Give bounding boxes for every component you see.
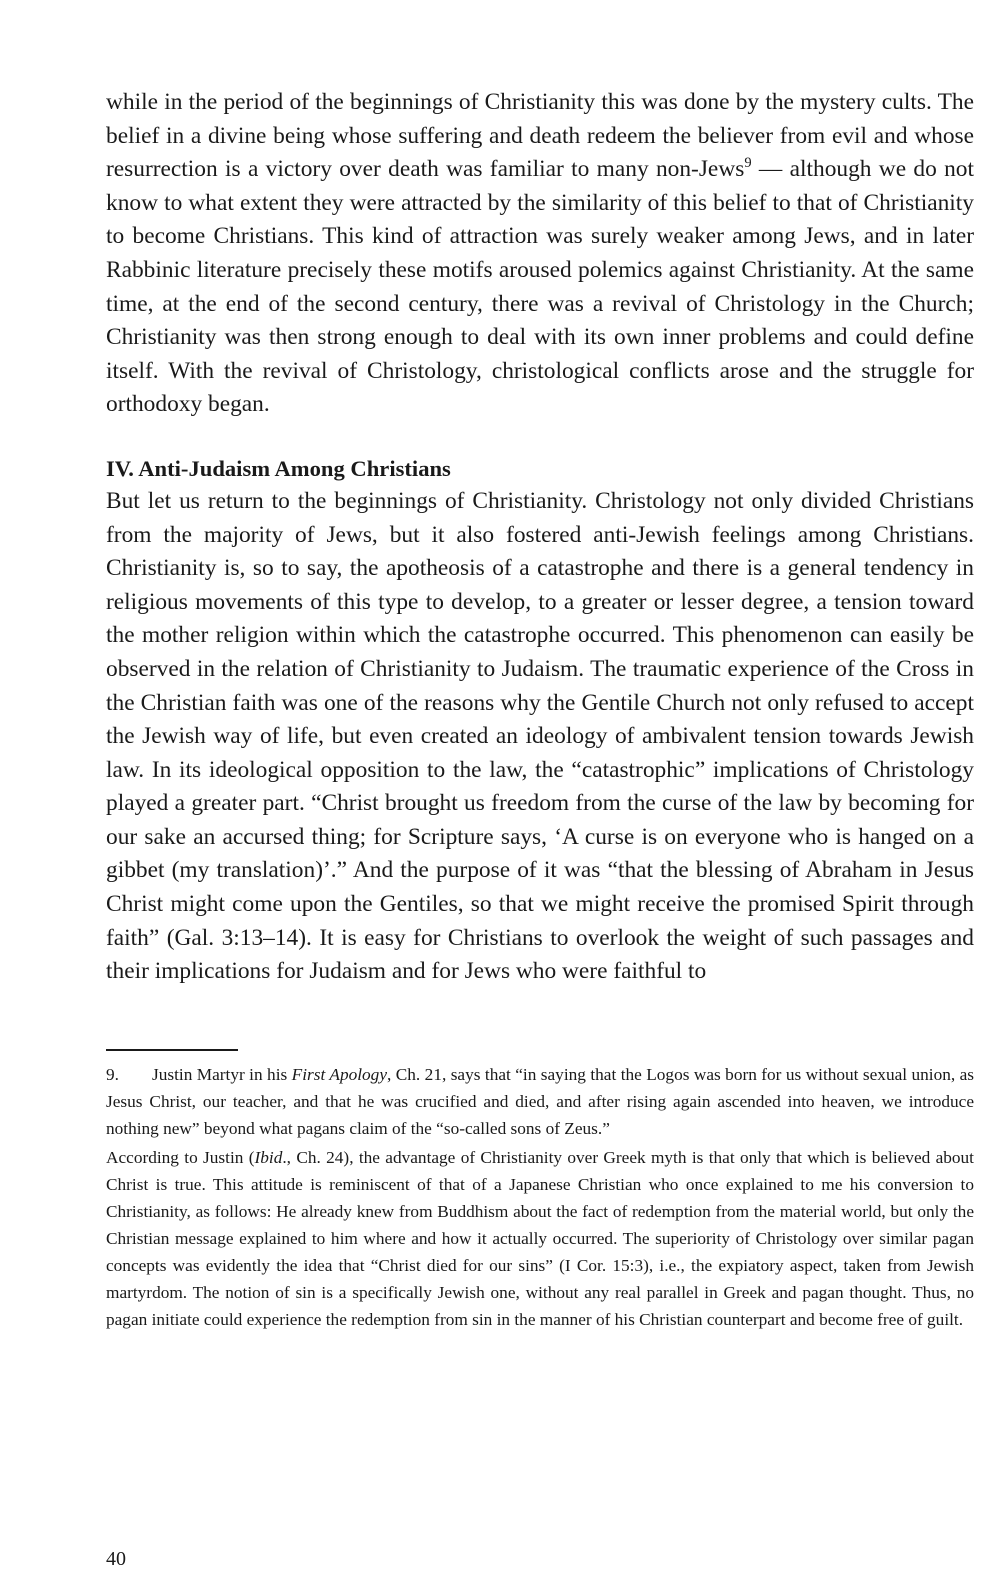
footnote-9 (106, 1061, 974, 1142)
footnote-reference-9[interactable]: 9 (744, 155, 752, 172)
footnote-divider (106, 1049, 238, 1051)
page-number: 40 (106, 1548, 126, 1570)
footnote-ibid: Ibid (254, 1147, 283, 1167)
footnote-text-a2: , Ch. 21, says that “in saying that the Logos was born for us without sexual union, as Jesus Christ, our teacher, and that he was crucified and died, and after rising again ascended into heaven, we introduce nothing new” beyond what pagans claim of the “so-called sons of Zeus.” (106, 1064, 974, 1138)
footnote-text-a1: Justin Martyr in his (152, 1064, 292, 1084)
body-paragraph-1 (106, 86, 974, 422)
footnote-9-continued (106, 1144, 974, 1333)
section-heading: IV. Anti-Judaism Among Christians (106, 455, 451, 481)
paragraph-1-text-a: while in the period of the beginnings of Christianity this was done by the mystery cults. The belief in a divine being whose suffering and death redeem the believer from evil and whose resurrection is a victory over death was familiar to many non-Jews (106, 89, 974, 183)
footnote-text-b1: According to Justin ( (106, 1147, 255, 1167)
page-content (106, 86, 974, 1333)
body-paragraph-2: But let us return to the beginnings of Christianity. Christology not only divided Christians from the majority of Jews, but it also fostered anti-Jewish feelings among Christians. Christianity is, so to say, the apotheosis of a catastrophe and there is a general tendency in religious movements of this type to develop, to a greater or lesser degree, a tension toward the mother religion within which the catastrophe occurred. This phenomenon can easily be observed in the relation of Christianity to Judaism. The traumatic experience of the Cross in the Christian faith was one of the reasons why the Gentile Church not only refused to accept the Jewish way of life, but even created an ideology of ambivalent tension towards Jewish law. In its ideological opposition to the law, the “catastrophic” implications of Christology played a greater part. “Christ brought us freedom from the curse of the law by becoming for our sake an accursed thing; for Scripture says, ‘A curse is on everyone who is hanged on a gibbet (my translation)’.” And the purpose of it was “that the blessing of Abraham in Jesus Christ might come upon the Gentiles, so that we might receive the promised Spirit through faith” (Gal. 3:13–14). It is easy for Christians to overlook the weight of such passages and their implications for Judaism and for Jews who were faithful to (106, 487, 974, 985)
footnote-text-b2: ., Ch. 24), the advantage of Christianity over Greek myth is that only that which is believed about Christ is true. This attitude is reminiscent of that of a Japanese Christian who once explained to me his conversion to Christianity, as follows: He already knew from Buddhism about the fact of redemption from the material world, but only the Christian message explained to him where and how it actually occurred. The superiority of Christology over similar pagan concepts was evidently the idea that “Christ died for our sins” (I Cor. 15:3), i.e., the expiatory aspect, taken from Jewish martyrdom. The notion of sin is a specifically Jewish one, without any real parallel in Greek and pagan thought. Thus, no pagan initiate could experience the redemption from sin in the manner of his Christian counterpart and become free of guilt. (106, 1147, 974, 1329)
paragraph-1-text-b: — although we do not know to what extent they were attracted by the similarity of this belief to that of Christianity to become Christians. This kind of attraction was surely weaker among Jews, and in later Rabbinic literature precisely these motifs aroused polemics against Christianity. At the same time, at the end of the second century, there was a revival of Christology in the Church; Christianity was then strong enough to deal with its own inner problems and could define itself. With the revival of Christology, christological conflicts arose and the struggle for orthodoxy began. (106, 156, 974, 418)
footnote-number: 9. (106, 1064, 119, 1084)
footnote-cited-title: First Apology (291, 1064, 387, 1084)
